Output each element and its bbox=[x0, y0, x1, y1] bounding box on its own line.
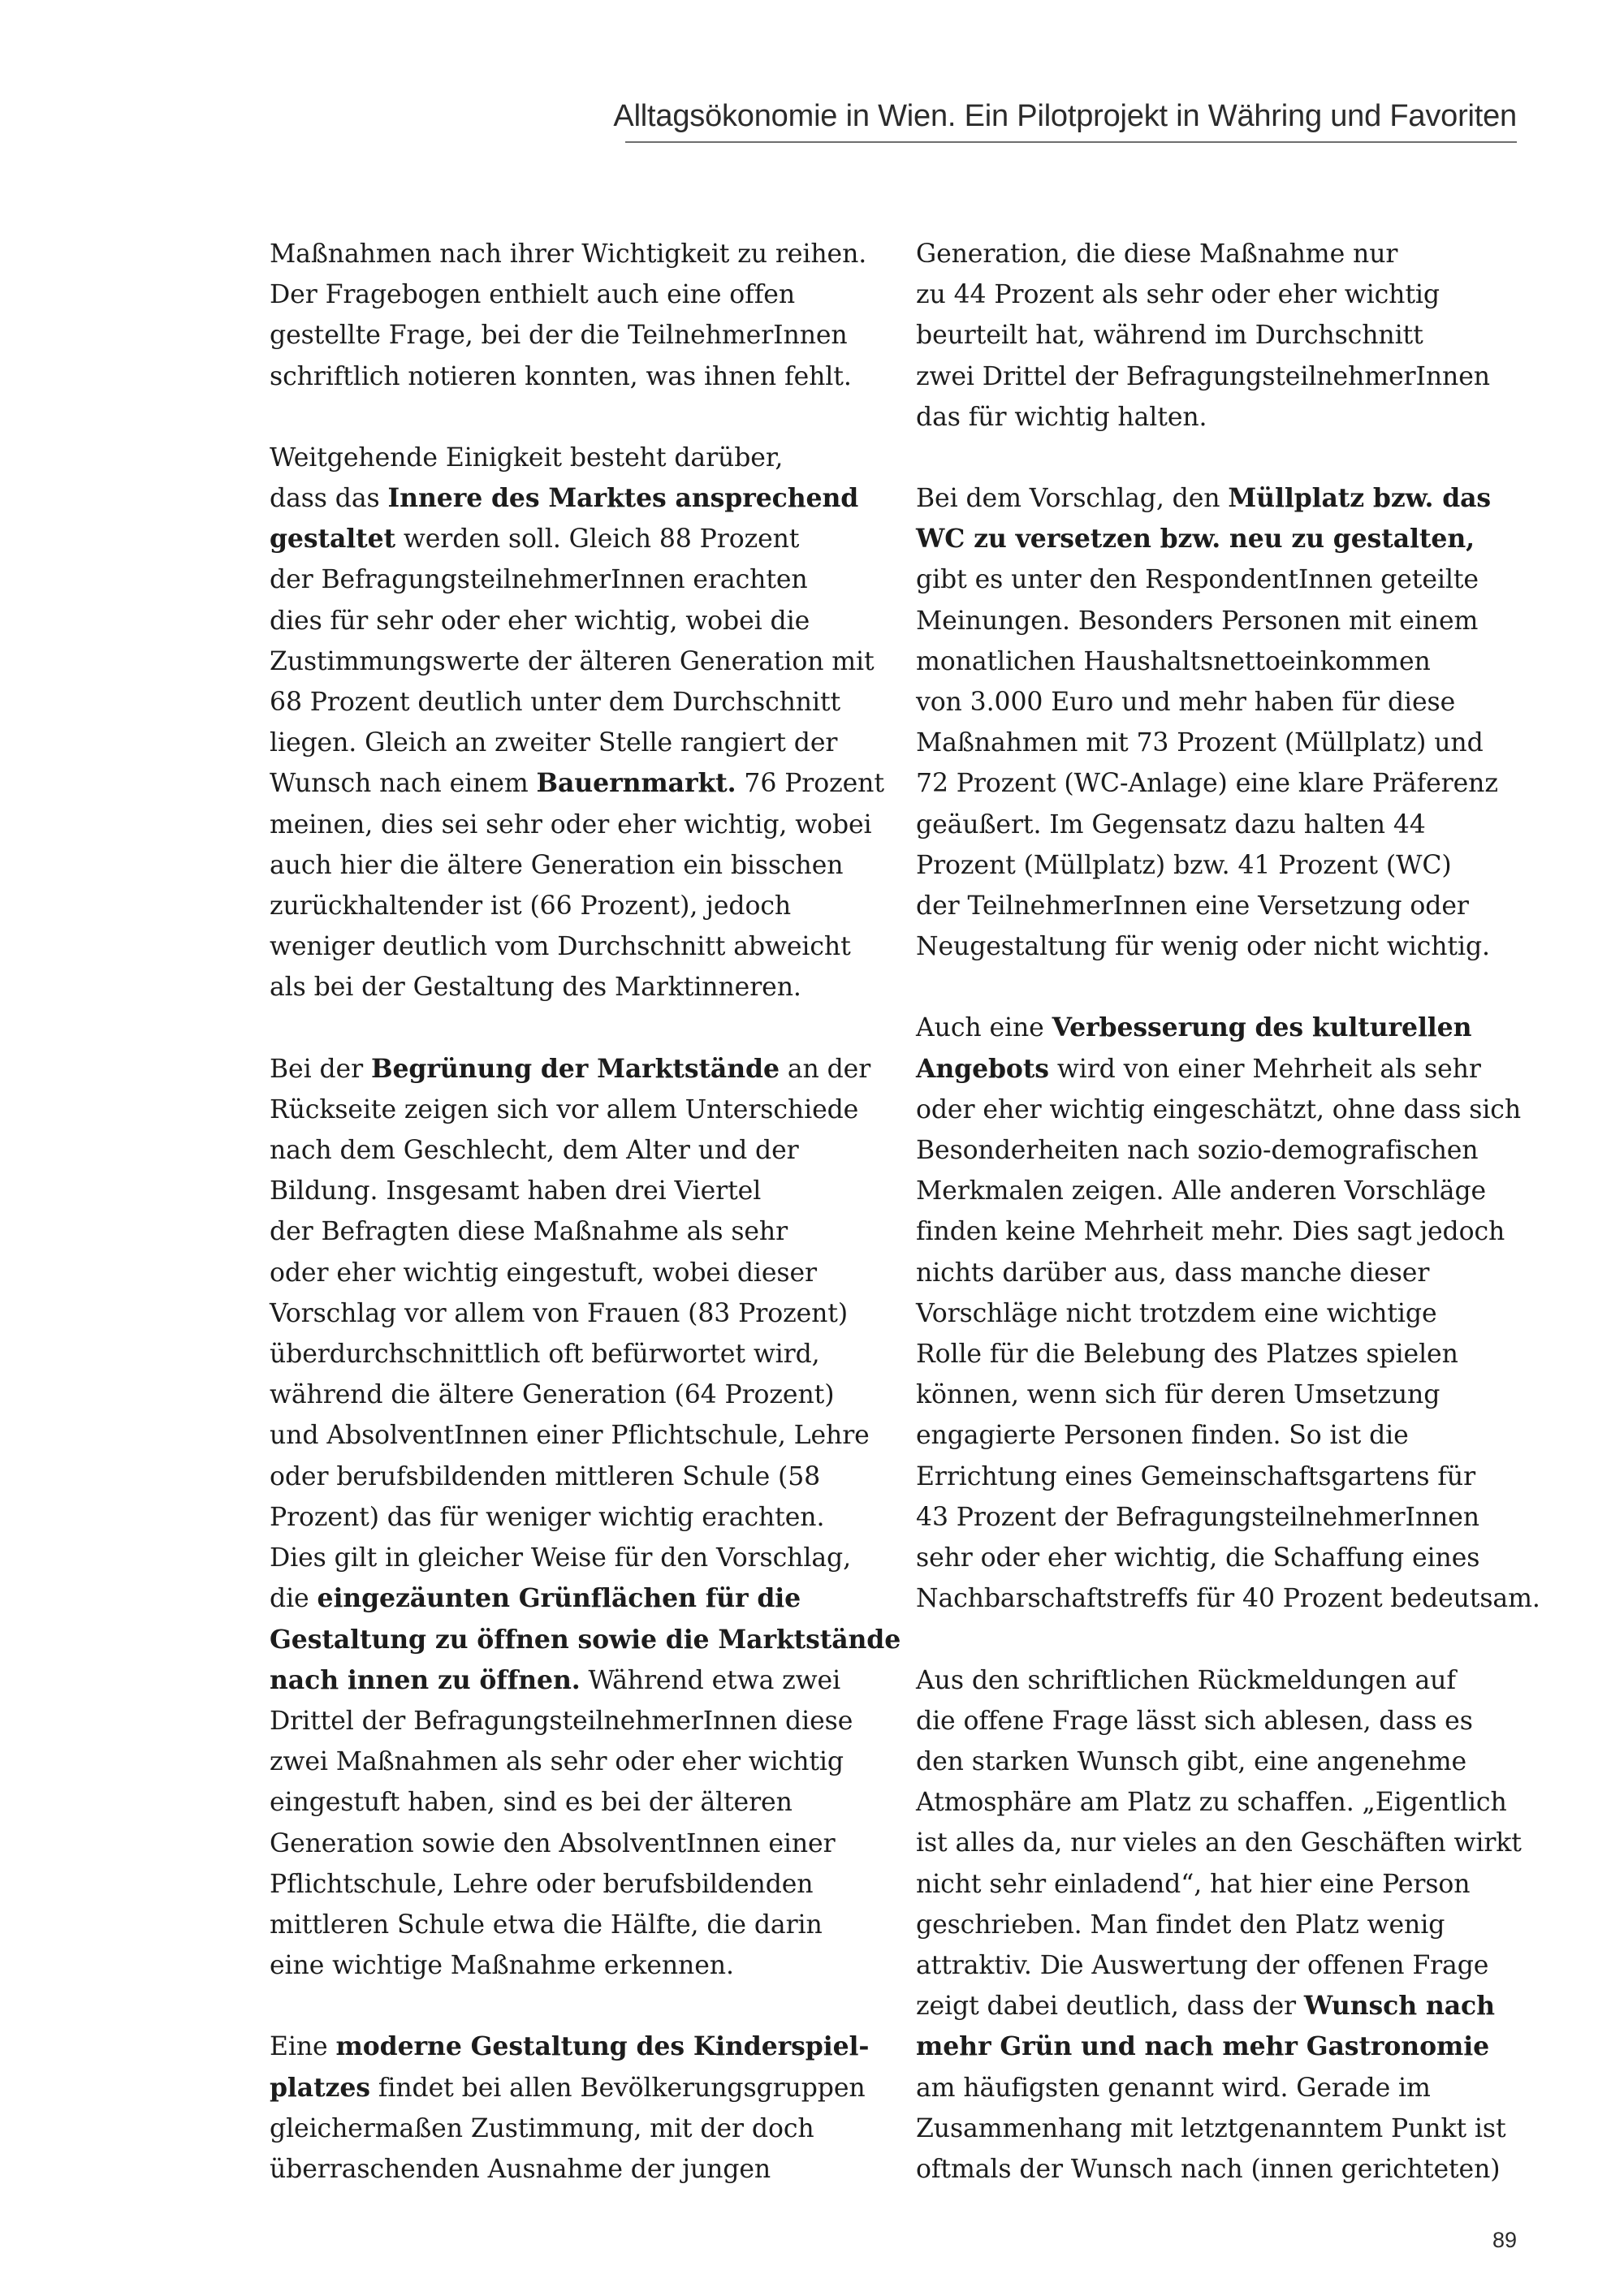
text: Bildung. Insgesamt haben drei Viertel bbox=[270, 1176, 762, 1206]
text: Generation, die diese Maßnahme nur bbox=[916, 240, 1398, 269]
text-line bbox=[916, 1864, 1566, 1905]
text-line bbox=[270, 1375, 919, 1415]
text-line bbox=[270, 1415, 919, 1456]
text: Aus den schriftlichen Rückmeldungen auf bbox=[916, 1665, 1456, 1695]
text-line bbox=[916, 1171, 1566, 1211]
text: Wunsch nach einem bbox=[270, 769, 537, 799]
text: Weitgehende Einigkeit besteht darüber, bbox=[270, 442, 784, 473]
text-line bbox=[270, 315, 919, 356]
text-line bbox=[916, 1090, 1566, 1130]
text: Zustimmungswerte der älteren Generation mit bbox=[270, 646, 875, 676]
text: Atmosphäre am Platz zu schaffen. „Eigentlich bbox=[916, 1788, 1507, 1818]
text-line bbox=[916, 1905, 1566, 1945]
text: zwei Maßnahmen als sehr oder eher wichtig bbox=[270, 1747, 844, 1777]
text: Generation sowie den AbsolventInnen einer bbox=[270, 1828, 836, 1858]
text-line bbox=[916, 1741, 1566, 1782]
text-line bbox=[916, 234, 1566, 274]
text-line bbox=[270, 1660, 919, 1701]
text-line bbox=[916, 1578, 1566, 1619]
text: Meinungen. Besonders Personen mit einem bbox=[916, 606, 1479, 636]
text: Bei dem Vorschlag, den bbox=[916, 484, 1229, 514]
text: Bei der bbox=[270, 1054, 371, 1084]
text-line bbox=[270, 723, 919, 763]
bold-text: nach innen zu öffnen. bbox=[270, 1664, 581, 1695]
running-header bbox=[613, 94, 1517, 143]
text-line bbox=[270, 438, 919, 478]
text: Rolle für die Belebung des Platzes spielen bbox=[916, 1340, 1458, 1370]
text: eine wichtige Maßnahme erkennen. bbox=[270, 1951, 734, 1981]
text-line bbox=[270, 1253, 919, 1293]
text-line bbox=[270, 519, 919, 559]
text-line bbox=[270, 641, 919, 682]
text-line bbox=[270, 1578, 919, 1619]
text: gestellte Frage, bei der die TeilnehmerInnen bbox=[270, 321, 848, 351]
text: nicht sehr einladend“, hat hier eine Person bbox=[916, 1869, 1471, 1899]
text-line bbox=[270, 2108, 919, 2149]
text-line bbox=[270, 274, 919, 315]
text: eingestuft haben, sind es bei der älteren bbox=[270, 1788, 793, 1818]
bold-text: gestaltet bbox=[270, 524, 395, 555]
paragraph bbox=[916, 1008, 1566, 1619]
text: als bei der Gestaltung des Marktinneren. bbox=[270, 973, 801, 1003]
text-line bbox=[916, 1130, 1566, 1171]
paragraph bbox=[270, 234, 919, 397]
text: der BefragungsteilnehmerInnen erachten bbox=[270, 565, 808, 595]
text-line bbox=[916, 1049, 1566, 1090]
text-line bbox=[270, 356, 919, 397]
text-line bbox=[270, 2026, 919, 2067]
text: geäußert. Im Gegensatz dazu halten 44 bbox=[916, 809, 1426, 839]
text: zurückhaltender ist (66 Prozent), jedoch bbox=[270, 891, 792, 921]
text: oftmals der Wunsch nach (innen gerichteten) bbox=[916, 2154, 1501, 2184]
text: wird von einer Mehrheit als sehr bbox=[1048, 1054, 1481, 1084]
text: monatlichen Haushaltsnettoeinkommen bbox=[916, 646, 1431, 676]
text-line bbox=[916, 1538, 1566, 1578]
text-line bbox=[916, 1945, 1566, 1986]
text: gibt es unter den RespondentInnen geteilte bbox=[916, 565, 1479, 595]
text: meinen, dies sei sehr oder eher wichtig, wobei bbox=[270, 809, 872, 839]
text-line bbox=[270, 2149, 919, 2190]
text-line bbox=[270, 1741, 919, 1782]
text-line bbox=[270, 1945, 919, 1986]
text: Vorschläge nicht trotzdem eine wichtige bbox=[916, 1298, 1437, 1328]
text: Prozent) das für weniger wichtig erachten. bbox=[270, 1502, 825, 1532]
text: 43 Prozent der BefragungsteilnehmerInnen bbox=[916, 1502, 1479, 1532]
text: geschrieben. Man findet den Platz wenig bbox=[916, 1910, 1445, 1940]
text: der TeilnehmerInnen eine Versetzung oder bbox=[916, 891, 1469, 921]
text: schriftlich notieren konnten, was ihnen fehlt. bbox=[270, 361, 852, 391]
text-line bbox=[270, 926, 919, 967]
text-line bbox=[916, 2149, 1566, 2190]
text-line bbox=[916, 1701, 1566, 1741]
text: zu 44 Prozent als sehr oder eher wichtig bbox=[916, 280, 1440, 310]
text: von 3.000 Euro und mehr haben für diese bbox=[916, 688, 1456, 718]
text-line bbox=[916, 1660, 1566, 1701]
bold-text: Begrünung der Marktstände bbox=[370, 1053, 780, 1084]
text-line bbox=[270, 1823, 919, 1864]
text-line bbox=[916, 641, 1566, 682]
text: dies für sehr oder eher wichtig, wobei die bbox=[270, 606, 810, 636]
text: Pflichtschule, Lehre oder berufsbildenden bbox=[270, 1869, 814, 1899]
bold-text: Angebots bbox=[916, 1053, 1049, 1084]
text: Zusammenhang mit letztgenanntem Punkt ist bbox=[916, 2113, 1506, 2143]
text: der Befragten diese Maßnahme als sehr bbox=[270, 1217, 788, 1247]
bold-text: mehr Grün und nach mehr Gastronomie bbox=[916, 2031, 1490, 2062]
text: Prozent (Müllplatz) bzw. 41 Prozent (WC) bbox=[916, 850, 1452, 880]
text-line bbox=[270, 682, 919, 723]
text-line bbox=[270, 1620, 919, 1660]
text: Drittel der BefragungsteilnehmerInnen diese bbox=[270, 1706, 853, 1736]
text: auch hier die ältere Generation ein bisschen bbox=[270, 850, 844, 880]
text: findet bei allen Bevölkerungsgruppen bbox=[369, 2073, 866, 2103]
text: Nachbarschaftstreffs für 40 Prozent bedeutsam. bbox=[916, 1584, 1540, 1614]
text-line bbox=[270, 1497, 919, 1538]
text-line bbox=[916, 1823, 1566, 1863]
text-line bbox=[916, 1211, 1566, 1252]
text: den starken Wunsch gibt, eine angenehme bbox=[916, 1746, 1467, 1776]
text: engagierte Personen finden. So ist die bbox=[916, 1421, 1409, 1451]
text: 72 Prozent (WC-Anlage) eine klare Präferenz bbox=[916, 769, 1498, 799]
text: werden soll. Gleich 88 Prozent bbox=[395, 524, 800, 555]
paragraph bbox=[916, 478, 1566, 967]
text-line bbox=[916, 356, 1566, 397]
text-line bbox=[916, 763, 1566, 804]
text: Maßnahmen mit 73 Prozent (Müllplatz) und bbox=[916, 728, 1484, 758]
text-line bbox=[270, 1049, 919, 1090]
text-line bbox=[916, 1334, 1566, 1375]
text: mittleren Schule etwa die Hälfte, die darin bbox=[270, 1910, 823, 1940]
text-line bbox=[270, 478, 919, 519]
text: nach dem Geschlecht, dem Alter und der bbox=[270, 1136, 799, 1166]
text-line bbox=[270, 1334, 919, 1375]
text-line bbox=[270, 1538, 919, 1578]
text-line bbox=[270, 763, 919, 804]
text: können, wenn sich für deren Umsetzung bbox=[916, 1380, 1440, 1410]
text: zeigt dabei deutlich, dass der bbox=[916, 1992, 1304, 2022]
text: Merkmalen zeigen. Alle anderen Vorschläge bbox=[916, 1176, 1487, 1206]
text: weniger deutlich vom Durchschnitt abweicht bbox=[270, 932, 851, 962]
text-line bbox=[270, 967, 919, 1008]
text-line bbox=[270, 1782, 919, 1823]
bold-text: moderne Gestaltung des Kinderspiel- bbox=[335, 2031, 870, 2062]
text-line bbox=[916, 1253, 1566, 1293]
text-line bbox=[270, 1130, 919, 1171]
text-line bbox=[916, 274, 1566, 315]
text-line bbox=[916, 1293, 1566, 1334]
text-line bbox=[270, 845, 919, 886]
text: überdurchschnittlich oft befürwortet wird, bbox=[270, 1340, 820, 1370]
text-line bbox=[916, 1497, 1566, 1538]
text: nichts darüber aus, dass manche dieser bbox=[916, 1258, 1430, 1288]
text-line bbox=[916, 723, 1566, 763]
text: Rückseite zeigen sich vor allem Unterschiede bbox=[270, 1094, 859, 1124]
text: während die ältere Generation (64 Prozent) bbox=[270, 1380, 835, 1410]
text-line bbox=[916, 1457, 1566, 1497]
text: die bbox=[270, 1584, 317, 1614]
text: attraktiv. Die Auswertung der offenen Frage bbox=[916, 1950, 1489, 1980]
text-line bbox=[916, 519, 1566, 559]
text-line bbox=[916, 2068, 1566, 2108]
text-line bbox=[270, 601, 919, 641]
text-line bbox=[916, 886, 1566, 926]
bold-text: eingezäunten Grünflächen für die bbox=[317, 1583, 801, 1614]
left-column bbox=[270, 234, 919, 2230]
text: Auch eine bbox=[916, 1013, 1052, 1043]
paragraph bbox=[270, 438, 919, 1008]
text-line bbox=[916, 601, 1566, 641]
text: dass das bbox=[270, 484, 388, 514]
text-line bbox=[916, 478, 1566, 519]
text-line bbox=[916, 845, 1566, 886]
bold-text: Verbesserung des kulturellen bbox=[1052, 1012, 1472, 1043]
text: Errichtung eines Gemeinschaftsgartens für bbox=[916, 1461, 1476, 1491]
text-line bbox=[916, 1375, 1566, 1415]
text-line bbox=[270, 234, 919, 274]
bold-text: Gestaltung zu öffnen sowie die Marktstände bbox=[270, 1624, 901, 1655]
text-line bbox=[270, 805, 919, 845]
paragraph bbox=[916, 234, 1566, 438]
text: das für wichtig halten. bbox=[916, 402, 1207, 432]
text-line bbox=[916, 315, 1566, 356]
bold-text: Innere des Marktes ansprechend bbox=[387, 483, 859, 514]
text: zwei Drittel der BefragungsteilnehmerInnen bbox=[916, 361, 1490, 391]
text: Der Fragebogen enthielt auch eine offen bbox=[270, 280, 796, 310]
text-line bbox=[916, 397, 1566, 438]
header-title: Alltagsökonomie in Wien. Ein Pilotprojekt in Währing und Favoriten bbox=[613, 99, 1517, 133]
bold-text: Wunsch nach bbox=[1303, 1991, 1495, 2022]
text-line bbox=[916, 1782, 1566, 1823]
text: 76 Prozent bbox=[736, 769, 884, 799]
text: Besonderheiten nach sozio-demografischen bbox=[916, 1136, 1479, 1166]
text: und AbsolventInnen einer Pflichtschule, Lehre bbox=[270, 1421, 870, 1451]
text: Vorschlag vor allem von Frauen (83 Prozent) bbox=[270, 1298, 849, 1328]
text-line bbox=[916, 805, 1566, 845]
text: oder eher wichtig eingestuft, wobei dieser bbox=[270, 1258, 817, 1288]
text: an der bbox=[779, 1054, 871, 1084]
text-line bbox=[270, 1211, 919, 1252]
text-line bbox=[270, 1864, 919, 1905]
text-line bbox=[270, 1171, 919, 1211]
text: sehr oder eher wichtig, die Schaffung eines bbox=[916, 1543, 1480, 1573]
text: Maßnahmen nach ihrer Wichtigkeit zu reihen. bbox=[270, 240, 867, 269]
text: gleichermaßen Zustimmung, mit der doch bbox=[270, 2113, 814, 2143]
text: ist alles da, nur vieles an den Geschäften wirkt bbox=[916, 1828, 1522, 1858]
text-line bbox=[916, 1008, 1566, 1048]
text-line bbox=[270, 1905, 919, 1945]
text: am häufigsten genannt wird. Gerade im bbox=[916, 2073, 1431, 2103]
paragraph bbox=[916, 1660, 1566, 2190]
text-line bbox=[916, 926, 1566, 967]
text-line bbox=[916, 682, 1566, 723]
text-line bbox=[270, 2068, 919, 2108]
text-line bbox=[270, 1701, 919, 1741]
text-line bbox=[916, 2026, 1566, 2067]
text: liegen. Gleich an zweiter Stelle rangiert der bbox=[270, 728, 838, 758]
text-line bbox=[270, 1293, 919, 1334]
bold-text: platzes bbox=[270, 2072, 370, 2103]
text: Während etwa zwei bbox=[580, 1665, 841, 1695]
page-number: 89 bbox=[1492, 2228, 1517, 2252]
text-line bbox=[916, 1986, 1566, 2026]
text: oder berufsbildenden mittleren Schule (58 bbox=[270, 1461, 821, 1491]
text-line bbox=[270, 1457, 919, 1497]
text: beurteilt hat, während im Durchschnitt bbox=[916, 321, 1423, 351]
bold-text: Müllplatz bzw. das bbox=[1228, 483, 1492, 514]
text: Eine bbox=[270, 2032, 336, 2062]
text: Dies gilt in gleicher Weise für den Vorschlag, bbox=[270, 1543, 851, 1573]
text: die offene Frage lässt sich ablesen, dass es bbox=[916, 1706, 1473, 1736]
text: oder eher wichtig eingeschätzt, ohne dass sich bbox=[916, 1094, 1522, 1124]
text-line bbox=[916, 559, 1566, 600]
text-line bbox=[270, 886, 919, 926]
text-line bbox=[916, 2108, 1566, 2149]
bold-text: Bauernmarkt. bbox=[536, 768, 736, 799]
text-line bbox=[270, 1090, 919, 1130]
bold-text: WC zu versetzen bzw. neu zu gestalten, bbox=[916, 524, 1475, 555]
paragraph bbox=[270, 1049, 919, 1987]
right-column bbox=[916, 234, 1566, 2230]
text-line bbox=[916, 1415, 1566, 1456]
text: Neugestaltung für wenig oder nicht wichtig. bbox=[916, 932, 1490, 962]
text: finden keine Mehrheit mehr. Dies sagt jedoch bbox=[916, 1217, 1505, 1247]
text-line bbox=[270, 559, 919, 600]
paragraph bbox=[270, 2026, 919, 2190]
text: 68 Prozent deutlich unter dem Durchschnitt bbox=[270, 688, 841, 718]
text: überraschenden Ausnahme der jungen bbox=[270, 2154, 771, 2184]
